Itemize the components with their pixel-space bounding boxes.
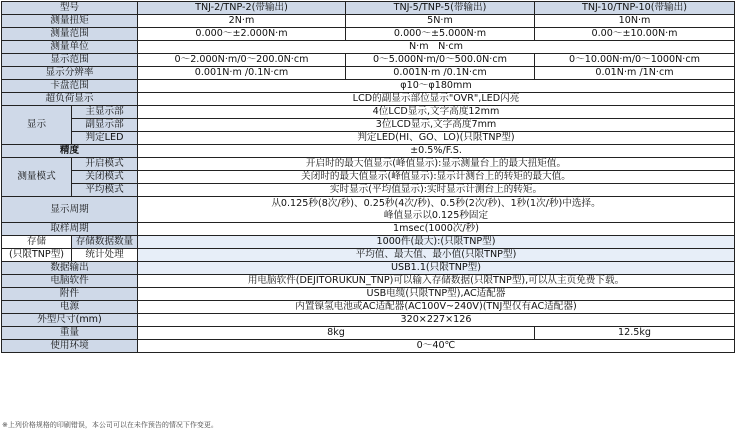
mode-avg-row (2, 184, 735, 197)
row-label: 数据输出 (2, 262, 138, 275)
environment-row (2, 340, 735, 353)
row-label: 显示分辨率 (2, 67, 138, 80)
cycle-row (2, 197, 735, 223)
power-row (2, 301, 735, 314)
storage-label-2: (只限TNP型) (2, 249, 72, 262)
cell: 10N·m (535, 15, 735, 28)
cell: 1msec(1000次/秒) (138, 223, 735, 236)
row-label: 电源 (2, 301, 138, 314)
cell: 实时显示(平均值显示):实时显示计测台上的转矩。 (138, 184, 735, 197)
resolution-row (2, 67, 735, 80)
sub-label: 开启模式 (72, 158, 138, 171)
cell: 8kg (138, 327, 535, 340)
footnote: ※上列价格规格的印刷错误，本公司可以在未作预告的情况下作变更。 (2, 421, 218, 429)
weight-row (2, 327, 735, 340)
cell: 内置镍氢电池或AC适配器(AC100V~240V)(TNJ型仅有AC适配器) (138, 301, 735, 314)
sub-label: 关闭模式 (72, 171, 138, 184)
cycle-line-2: 峰值显示以0.125秒固定 (383, 209, 489, 221)
chuck-row (2, 80, 735, 93)
sub-label: 主显示部 (72, 106, 138, 119)
software-row (2, 275, 735, 288)
row-label: 精度 (2, 145, 138, 158)
row-label: 测量扭矩 (2, 15, 138, 28)
mode-group-label: 测量模式 (2, 158, 72, 197)
cell: USB电缆(只限TNP型),AC适配器 (138, 288, 735, 301)
overload-row (2, 93, 735, 106)
row-label: 测量范围 (2, 28, 138, 41)
cell: LCD的副显示部位显示"OVR",LED闪亮 (138, 93, 735, 106)
storage-stat-row (2, 249, 735, 262)
cell: 5N·m (346, 15, 535, 28)
cell: 平均值、最大值、最小值(只限TNP型) (138, 249, 735, 262)
row-label: 重量 (2, 327, 138, 340)
model-col-1: TNJ-2/TNP-2(带输出) (138, 2, 346, 15)
row-label: 外型尺寸(mm) (2, 314, 138, 327)
storage-label-1: 存储 (2, 236, 72, 249)
cycle-cell (138, 197, 735, 223)
cell: 12.5kg (535, 327, 735, 340)
output-row (2, 262, 735, 275)
row-label: 卡盘范围 (2, 80, 138, 93)
sub-label: 平均模式 (72, 184, 138, 197)
spec-table (1, 1, 735, 353)
storage-count-row (2, 236, 735, 249)
cell: φ10～φ180mm (138, 80, 735, 93)
row-label: 电脑软件 (2, 275, 138, 288)
row-label: 超负荷显示 (2, 93, 138, 106)
cell: 0.000～±2.000N·m (138, 28, 346, 41)
cell: 0.01N·m /1N·cm (535, 67, 735, 80)
display-group-label: 显示 (2, 106, 72, 145)
range-row (2, 28, 735, 41)
cell: 0～10.00N·m/0～1000N·cm (535, 54, 735, 67)
row-label: 附件 (2, 288, 138, 301)
dimension-row (2, 314, 735, 327)
cell: 1000件(最大):(只限TNP型) (138, 236, 735, 249)
cell: 0.000～±5.000N·m (346, 28, 535, 41)
cell: 0～40℃ (138, 340, 735, 353)
cell: ±0.5%/F.S. (138, 145, 735, 158)
row-label: 使用环境 (2, 340, 138, 353)
mode-open-row (2, 158, 735, 171)
model-col-2: TNJ-5/TNP-5(带输出) (346, 2, 535, 15)
accuracy-row (2, 145, 735, 158)
cell: USB1.1(只限TNP型) (138, 262, 735, 275)
cell: N·m N·cm (138, 41, 735, 54)
cell: 判定LED(HI、GO、LO)(只限TNP型) (138, 132, 735, 145)
accessory-row (2, 288, 735, 301)
cell: 0～2.000N·m/0～200.0N·cm (138, 54, 346, 67)
display-main-row (2, 106, 735, 119)
row-label: 显示周期 (2, 197, 138, 223)
cycle-line-1: 从0.125秒(8次/秒)、0.25秒(4次/秒)、0.5秒(2次/秒)、1秒(1次/秒)中选择。 (271, 197, 601, 209)
cell: 用电脑软件(DEJITORUKUN_TNP)可以输入存储数据(只限TNP型),可以从主页免费下载。 (138, 275, 735, 288)
display-range-row (2, 54, 735, 67)
cell: 320×227×126 (138, 314, 735, 327)
cell: 0～5.000N·m/0～500.0N·cm (346, 54, 535, 67)
row-label: 测量单位 (2, 41, 138, 54)
cell: 3位LCD显示,文字高度7mm (138, 119, 735, 132)
display-led-row (2, 132, 735, 145)
cell: 关闭时的最大值显示(峰值显示):显示计测台上的转矩的最大值。 (138, 171, 735, 184)
cell: 0.001N·m /0.1N·cm (346, 67, 535, 80)
cell: 0.001N·m /0.1N·cm (138, 67, 346, 80)
row-label: 取样周期 (2, 223, 138, 236)
unit-row (2, 41, 735, 54)
cell: 2N·m (138, 15, 346, 28)
model-label: 型号 (2, 2, 138, 15)
display-sub-row (2, 119, 735, 132)
sub-label: 存储数据数量 (72, 236, 138, 249)
row-label: 显示范围 (2, 54, 138, 67)
cell: 4位LCD显示,文字高度12mm (138, 106, 735, 119)
model-col-3: TNJ-10/TNP-10(带输出) (535, 2, 735, 15)
cell: 开启时的最大值显示(峰值显示):显示测量台上的最大扭矩值。 (138, 158, 735, 171)
mode-close-row (2, 171, 735, 184)
sampling-row (2, 223, 735, 236)
sub-label: 统计处理 (72, 249, 138, 262)
sub-label: 判定LED (72, 132, 138, 145)
cell: 0.00～±10.00N·m (535, 28, 735, 41)
torque-row (2, 15, 735, 28)
sub-label: 副显示部 (72, 119, 138, 132)
header-row (2, 2, 735, 15)
